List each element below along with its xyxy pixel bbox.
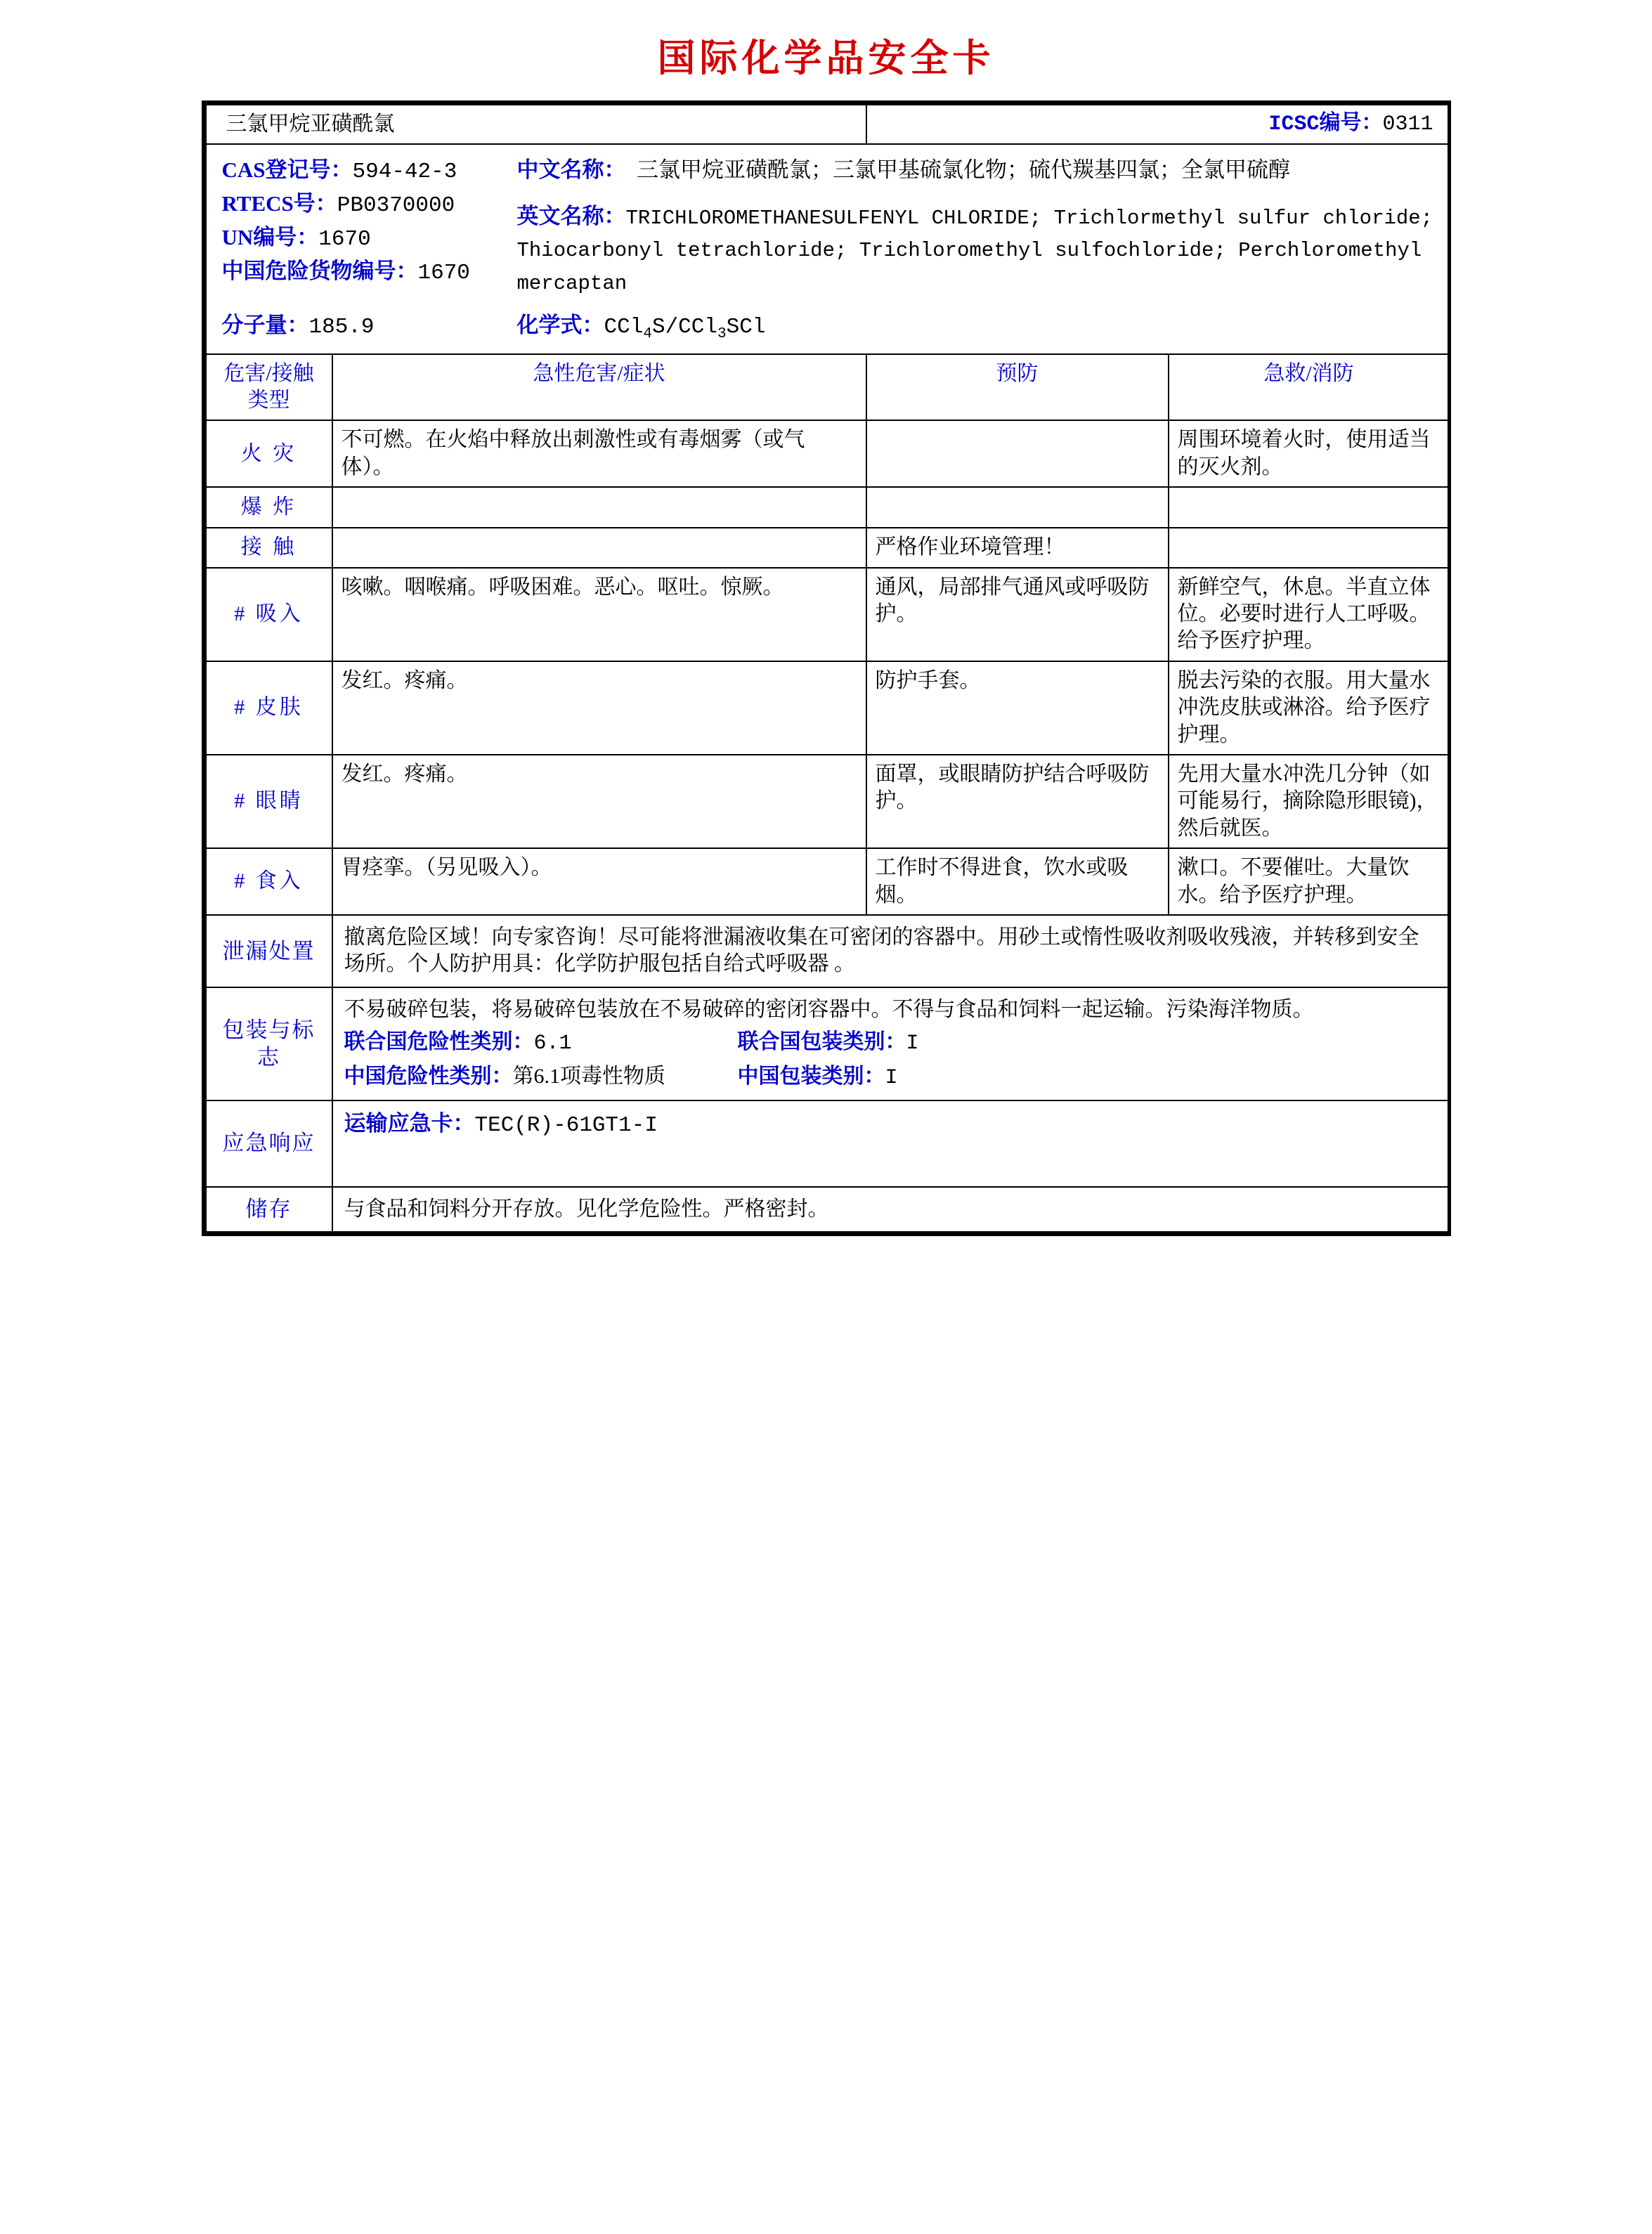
en-name-label: 英文名称： (516, 204, 626, 229)
cell-exposure-prevention: 严格作业环境管理！ (866, 528, 1169, 567)
cas-label: CAS登记号： (221, 157, 353, 183)
packaging-text: 不易破碎包装，将易破碎包装放在不易破碎的密闭容器中。不得与食品和饲料一起运输。污染海洋物质。 (344, 997, 1314, 1021)
cell-exposure-firstaid (1169, 528, 1450, 567)
row-label-storage: 储存 (206, 1187, 332, 1232)
cell-ingestion-firstaid: 漱口。不要催吐。大量饮水。给予医疗护理。 (1169, 848, 1450, 915)
un-value: 1670 (318, 227, 371, 252)
table-row-column-headers (206, 354, 1450, 421)
un-packing-group-value: I (906, 1032, 919, 1056)
un-packing-group (738, 1029, 1438, 1057)
cell-inhalation-prevention: 通风，局部排气通风或呼吸防护。 (866, 568, 1169, 661)
cn-packing-group-label: 中国包装类别： (737, 1064, 885, 1088)
cn-name-label: 中文名称： (516, 157, 626, 183)
cn-packing-group (738, 1063, 1438, 1091)
cn-name-value: 三氯甲烷亚磺酰氯；三氯甲基硫氯化物；硫代羰基四氯；全氯甲硫醇 (637, 157, 1290, 183)
table-row (206, 661, 1450, 755)
cell-fire-hazard: 不可燃。在火焰中释放出刺激性或有毒烟雾（或气体）。 (332, 420, 866, 487)
packaging-cn-line (344, 1063, 1438, 1091)
transport-emergency-card-label: 运输应急卡： (344, 1110, 475, 1136)
cell-ingestion-hazard: 胃痉挛。（另见吸入）。 (332, 848, 866, 915)
rtecs-value: PB0370000 (337, 193, 455, 219)
table-row (206, 1187, 1450, 1232)
formula-value: CCl$_4$S/CCl$_3$SCl (604, 314, 766, 342)
icsc-table (205, 104, 1450, 1233)
row-label-inhalation: # 吸入 (206, 568, 332, 661)
row-label-skin: # 皮肤 (206, 661, 332, 755)
cn-hazard-class (344, 1063, 738, 1091)
icsc-label: ICSC编号： (1268, 112, 1383, 136)
identification-right (509, 145, 1449, 305)
table-row (206, 915, 1450, 987)
rtecs-line (222, 188, 509, 222)
page-title: 国际化学品安全卡 (657, 37, 995, 79)
table-row (206, 848, 1450, 915)
cell-exposure-hazard (332, 528, 866, 567)
un-hazard-class-value: 6.1 (533, 1032, 572, 1056)
cell-spill-text: 撤离危险区域！向专家咨询！尽可能将泄漏液收集在可密闭的容器中。用砂土或惰性吸收剂吸收残液，并转移到安全场所。个人防护用具：化学防护服包括自给式呼吸器 。 (332, 915, 1450, 987)
en-name-line (517, 201, 1435, 298)
row-label-exposure: 接 触 (206, 528, 332, 567)
molecular-weight-value: 185.9 (308, 314, 375, 339)
cell-emergency (332, 1100, 1450, 1187)
table-row (206, 487, 1450, 528)
icsc-card (202, 100, 1451, 1236)
cell-storage-text: 与食品和饲料分开存放。见化学危险性。严格密封。 (332, 1187, 1450, 1232)
row-label-fire: 火 灾 (206, 420, 332, 487)
icsc-number-cell (866, 105, 1450, 144)
cell-fire-prevention (866, 420, 1169, 487)
substance-name: 三氯甲烷亚磺酰氯 (206, 105, 866, 144)
en-name-value: TRICHLOROMETHANESULFENYL CHLORIDE; Trichlormethyl sulfur chloride; Thiocarbonyl tetrachloride; Trichloromethyl sulfochloride; Perchloromethyl mercaptan (516, 207, 1433, 295)
cas-line (222, 155, 509, 188)
table-row-header (206, 105, 1450, 144)
cell-packaging (332, 987, 1450, 1100)
cn-packing-group-value: I (885, 1065, 898, 1090)
cn-dangerous-line (222, 256, 509, 290)
cell-ingestion-prevention: 工作时不得进食，饮水或吸烟。 (866, 848, 1169, 915)
table-row (206, 1100, 1450, 1187)
cn-name-line (517, 155, 1435, 186)
cell-eyes-firstaid: 先用大量水冲洗几分钟（如可能易行，摘除隐形眼镜)，然后就医。 (1169, 755, 1450, 848)
molecular-weight-line (207, 311, 509, 344)
cell-skin-hazard: 发红。疼痛。 (332, 661, 866, 755)
row-label-eyes: # 眼睛 (206, 755, 332, 848)
table-row (206, 420, 1450, 487)
icsc-value: 0311 (1382, 112, 1433, 136)
identification-block (206, 144, 1450, 353)
column-header-hazard: 急性危害/症状 (332, 354, 866, 421)
transport-emergency-card (344, 1110, 1438, 1140)
un-label: UN编号： (221, 225, 319, 250)
column-header-type-line1: 危害/接触 (223, 361, 314, 385)
formula-line (509, 311, 1449, 344)
table-row (206, 528, 1450, 567)
column-header-prevention: 预防 (866, 354, 1169, 421)
cell-skin-prevention: 防护手套。 (866, 661, 1169, 755)
cn-dangerous-value: 1670 (417, 261, 470, 286)
un-hazard-class-label: 联合国危险性类别： (344, 1030, 534, 1054)
molecular-weight-label: 分子量： (221, 312, 309, 337)
rtecs-label: RTECS号： (221, 191, 337, 216)
packaging-un-line (344, 1029, 1438, 1057)
row-label-explosion: 爆 炸 (206, 487, 332, 528)
column-header-type (206, 354, 332, 421)
formula-label: 化学式： (516, 312, 604, 337)
cn-hazard-class-value: 第6.1项毒性物质 (512, 1064, 665, 1088)
row-label-emergency: 应急响应 (206, 1100, 332, 1187)
row-label-ingestion: # 食入 (206, 848, 332, 915)
cell-inhalation-firstaid: 新鲜空气，休息。半直立体位。必要时进行人工呼吸。给予医疗护理。 (1169, 568, 1450, 661)
cell-inhalation-hazard: 咳嗽。咽喉痛。呼吸困难。恶心。呕吐。惊厥。 (332, 568, 866, 661)
cell-skin-firstaid: 脱去污染的衣服。用大量水冲洗皮肤或淋浴。给予医疗护理。 (1169, 661, 1450, 755)
cn-hazard-class-label: 中国危险性类别： (344, 1064, 513, 1088)
cell-eyes-hazard: 发红。疼痛。 (332, 755, 866, 848)
cell-explosion-firstaid (1169, 487, 1450, 528)
cell-eyes-prevention: 面罩，或眼睛防护结合呼吸防护。 (866, 755, 1169, 848)
row-label-spill: 泄漏处置 (206, 915, 332, 987)
cell-explosion-prevention (866, 487, 1169, 528)
cell-fire-firstaid: 周围环境着火时，使用适当的灭火剂。 (1169, 420, 1450, 487)
table-row (206, 987, 1450, 1100)
column-header-type-line2: 类型 (247, 389, 290, 413)
cell-explosion-hazard (332, 487, 866, 528)
transport-emergency-card-value: TEC(R)-61GT1-I (474, 1112, 658, 1138)
table-row (206, 755, 1450, 848)
cn-dangerous-label: 中国危险货物编号： (221, 259, 418, 284)
identification-left (207, 145, 509, 305)
un-line (222, 222, 509, 256)
un-packing-group-label: 联合国包装类别： (737, 1030, 906, 1054)
un-hazard-class (344, 1029, 738, 1057)
column-header-firstaid: 急救/消防 (1169, 354, 1450, 421)
cas-value: 594-42-3 (352, 160, 457, 185)
table-row (206, 568, 1450, 661)
table-row-identification (206, 144, 1450, 353)
row-label-packaging: 包装与标志 (206, 987, 332, 1100)
